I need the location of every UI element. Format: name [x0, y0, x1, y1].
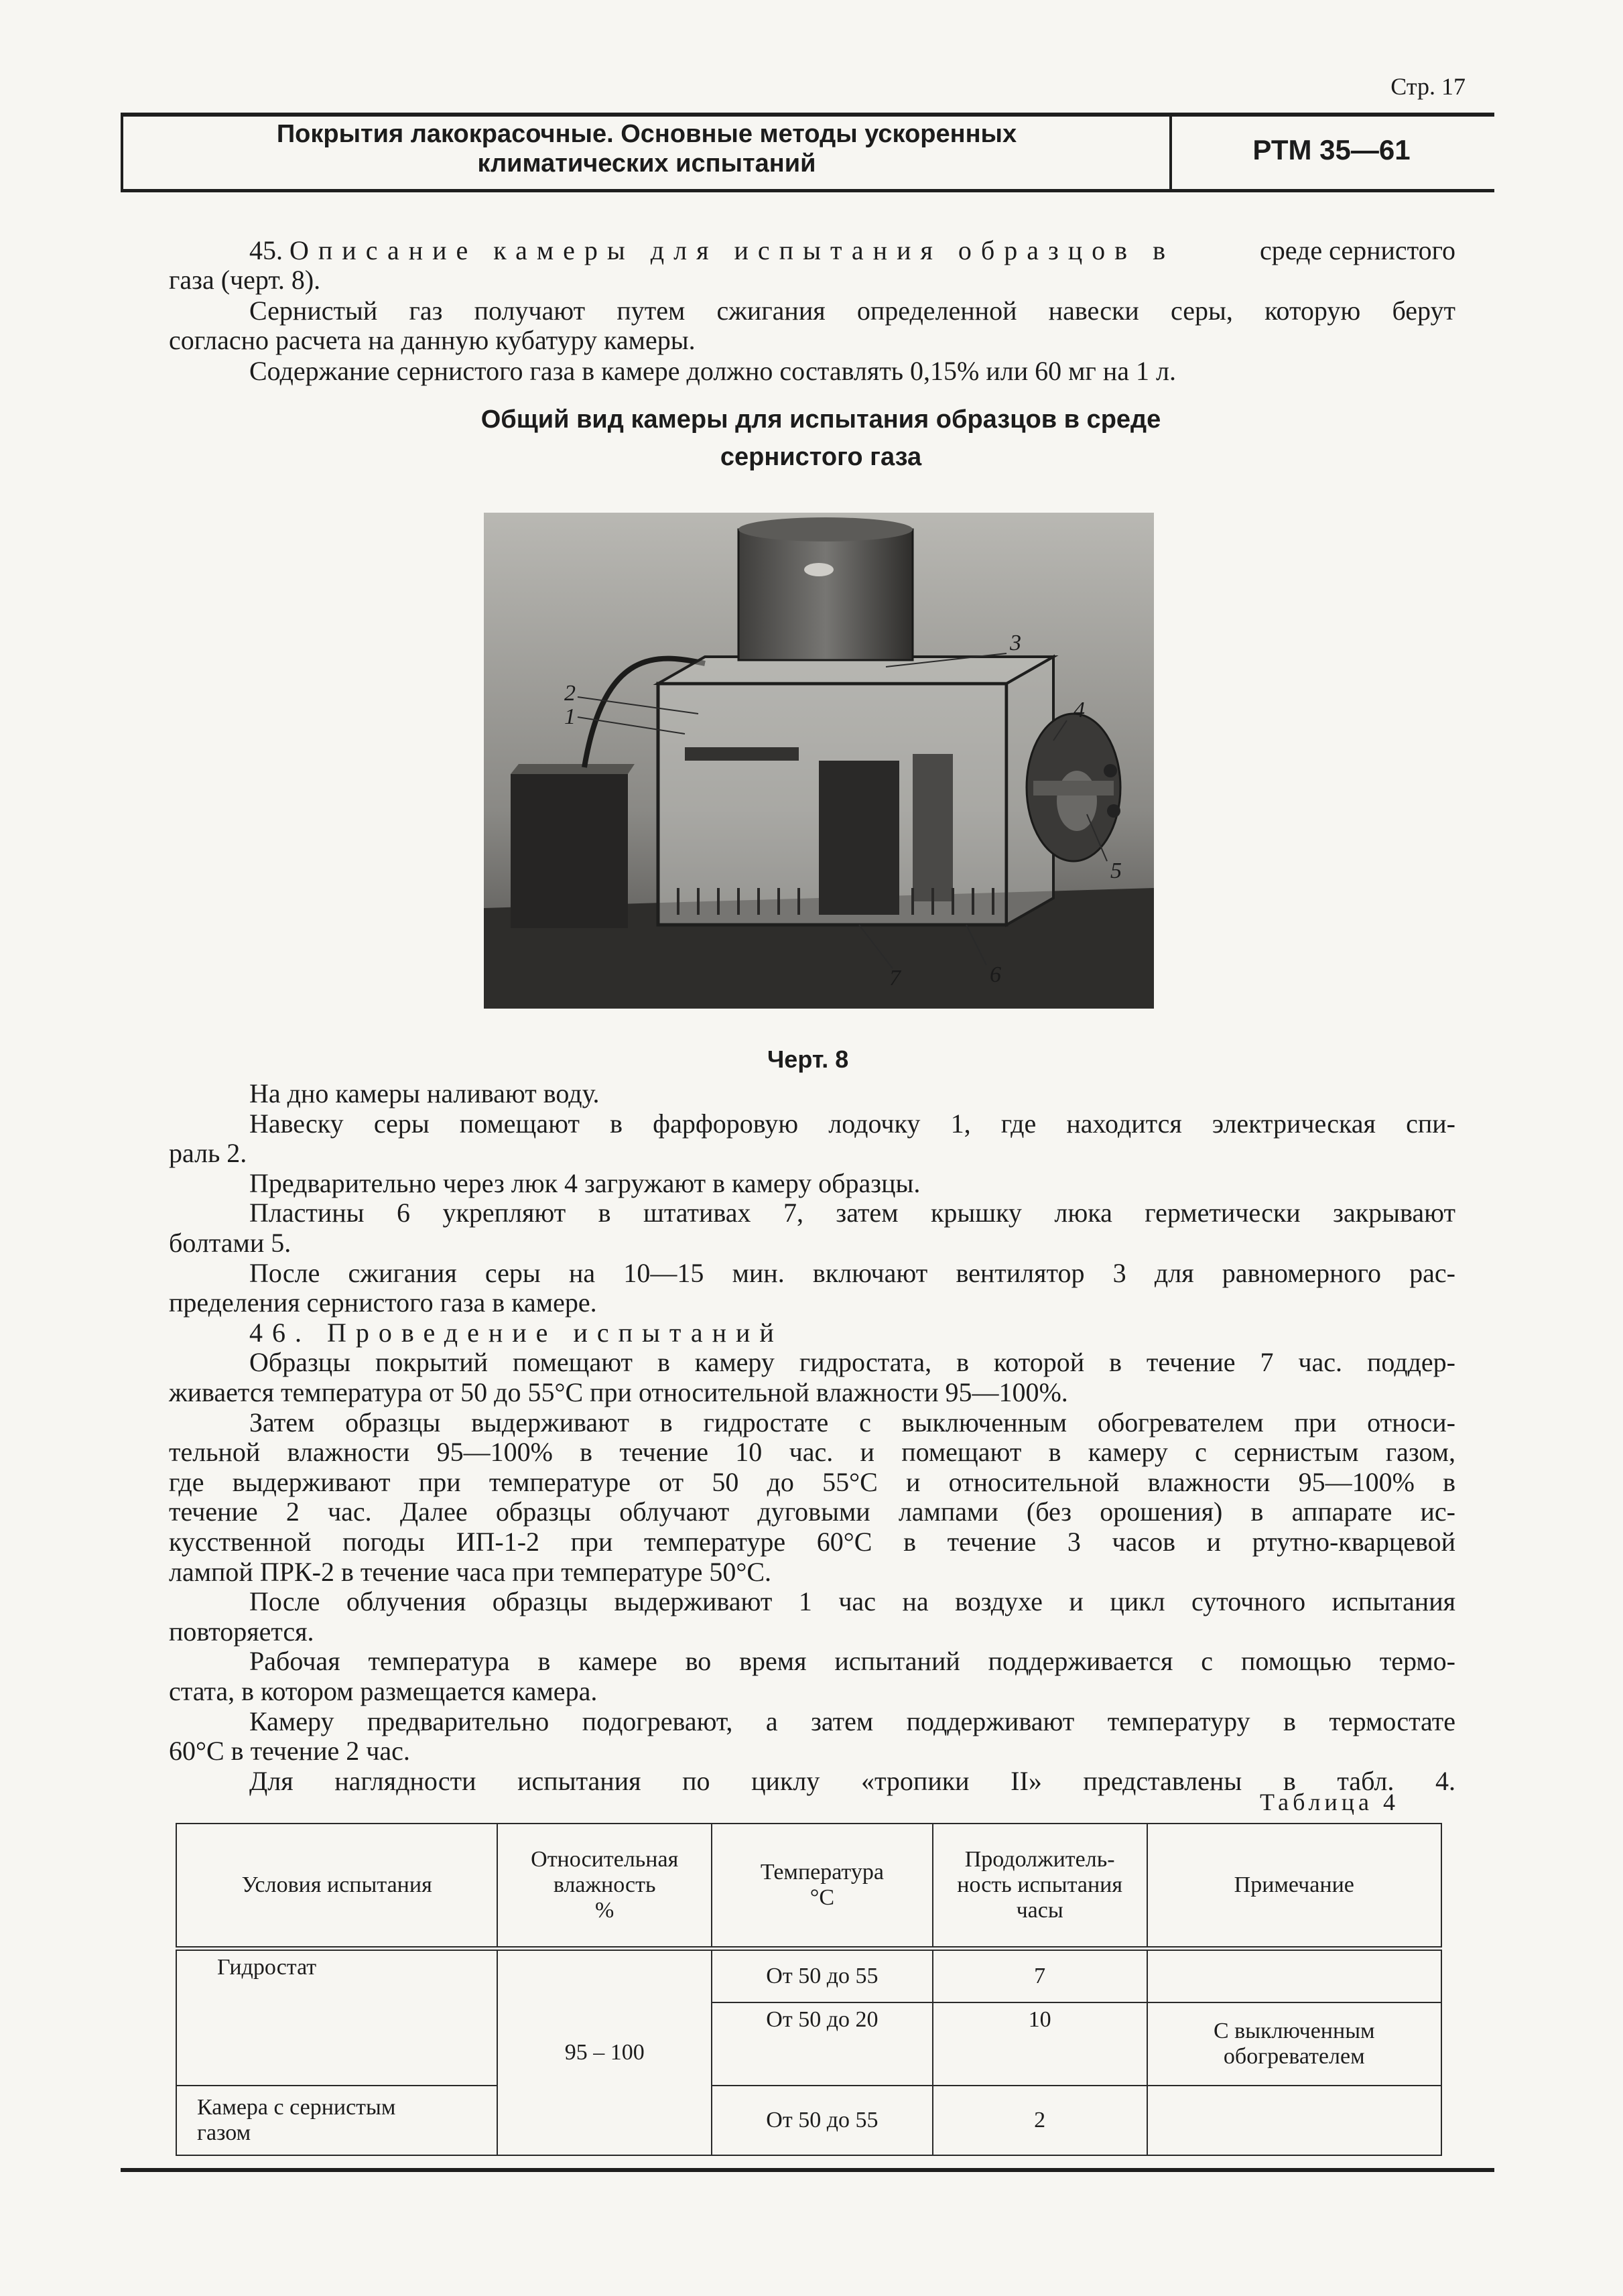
- body-line: Пластины 6 укрепляют в штативах 7, затем крышку люка герметически закрывают: [249, 1198, 1455, 1228]
- body-line: где выдерживают при температуре от 50 до 55°С и относительной влажности 95—100% в: [169, 1467, 1455, 1497]
- body-line: Камеру предварительно подогревают, а затем поддерживают температуру в термостате: [249, 1706, 1455, 1736]
- temp-header-line1: Температура: [760, 1860, 884, 1885]
- body-line: Затем образцы выдерживают в гидростате с выключенным обогревателем при относи-: [249, 1407, 1455, 1438]
- cell-duration: 10: [933, 2002, 1147, 2086]
- cell-condition-hydrostat: Гидростат: [176, 1949, 497, 2086]
- section-45-heading: [249, 236, 1455, 265]
- hatch-lid: [1027, 714, 1120, 861]
- body-line: кусственной погоды ИП-1-2 при температуре 60°С в течение 3 часов и ртутно-кварцевой: [169, 1527, 1455, 1557]
- body-line: После облучения образцы выдерживают 1 час на воздухе и цикл суточного испытания: [249, 1586, 1455, 1616]
- body-line: Образцы покрытий помещают в камеру гидростата, в которой в течение 7 час. поддер-: [249, 1347, 1455, 1377]
- col-header-duration: [933, 1824, 1147, 1949]
- table-header-row: [176, 1824, 1441, 1949]
- col-header-note: Примечание: [1147, 1824, 1441, 1949]
- cell-duration: 2: [933, 2086, 1147, 2155]
- figure-label: Черт. 8: [767, 1045, 849, 1073]
- section-title-rest: среде сернистого: [1259, 235, 1455, 265]
- body-line: течение 2 час. Далее образцы облучают дуговыми лампами (без орошения) в аппарате ис-: [169, 1496, 1455, 1527]
- callout-3: 3: [1010, 631, 1021, 655]
- temp-header-line2: °С: [809, 1885, 835, 1910]
- chamber-photo: [484, 513, 1154, 1009]
- body-line: болтами 5.: [169, 1228, 291, 1258]
- table-row: [176, 2086, 1441, 2155]
- section-title: Описание камеры для испытания образцов в: [289, 235, 1175, 265]
- col-header-temperature: [712, 1824, 933, 1949]
- cell-note: [1147, 1949, 1441, 2003]
- callout-1: 1: [564, 704, 576, 729]
- note-line2: обогревателем: [1223, 2044, 1365, 2069]
- header-divider: [1169, 113, 1172, 192]
- body-line: 60°С в течение 2 час.: [169, 1736, 410, 1766]
- figure-caption: [449, 401, 1193, 476]
- table-row: [176, 1949, 1441, 2003]
- cell-temperature: От 50 до 55: [712, 2086, 933, 2155]
- body-line: стата, в котором размещается камера.: [169, 1676, 598, 1706]
- cell-note: [1147, 2002, 1441, 2086]
- header-left-rule: [121, 113, 123, 192]
- header-top-rule: [121, 113, 1494, 117]
- figure-caption-line1: Общий вид камеры для испытания образцов в среде: [480, 405, 1161, 434]
- note-line1: С выключенным: [1213, 2019, 1375, 2043]
- cell-humidity: 95 – 100: [497, 1949, 712, 2156]
- body-line: живается температура от 50 до 55°С при относительной влажности 95—100%.: [169, 1377, 1068, 1407]
- cell-temperature: От 50 до 20: [712, 2002, 933, 2086]
- body-line: После сжигания серы на 10—15 мин. включают вентилятор 3 для равномерного рас-: [249, 1258, 1455, 1288]
- callout-4: 4: [1074, 698, 1085, 722]
- section-45-para2-line2: согласно расчета на данную кубатуру камеры.: [169, 325, 696, 355]
- figure-caption-line2: сернистого газа: [720, 443, 922, 471]
- cell-condition-gas-chamber: [176, 2086, 497, 2155]
- humidity-header-line2: влажность: [553, 1872, 656, 1897]
- body-line: Предварительно через люк 4 загружают в камеру образцы.: [249, 1168, 921, 1198]
- table-label: Таблица 4: [1260, 1789, 1399, 1815]
- document-title-line1: Покрытия лакокрасочные. Основные методы ускоренных: [276, 120, 1017, 148]
- humidity-header-line3: %: [595, 1898, 614, 1923]
- body-line: 46. Проведение испытаний: [249, 1318, 783, 1348]
- header-bottom-rule: [121, 189, 1494, 192]
- callout-2: 2: [564, 681, 576, 706]
- callout-6: 6: [990, 962, 1001, 987]
- section-number: 45.: [249, 235, 283, 265]
- cell-temperature: От 50 до 55: [712, 1949, 933, 2003]
- side-box: [511, 764, 635, 928]
- cell-duration: 7: [933, 1949, 1147, 2003]
- col-header-conditions: Условия испытания: [176, 1824, 497, 1949]
- section-45-para3: Содержание сернистого газа в камере должно составлять 0,15% или 60 мг на 1 л.: [249, 356, 1176, 386]
- duration-header-line1: Продолжитель-: [964, 1847, 1115, 1872]
- body-line: Навеску серы помещают в фарфоровую лодочку 1, где находится электрическая спи-: [249, 1108, 1455, 1139]
- glass-chamber: [658, 657, 1053, 925]
- humidity-header-line1: Относительная: [531, 1847, 679, 1872]
- fan-housing: [738, 517, 913, 660]
- callout-7: 7: [889, 966, 901, 991]
- body-line: тельной влажности 95—100% в течение 10 час. и помещают в камеру с сернистым газом,: [169, 1437, 1455, 1467]
- body-line: Для наглядности испытания по циклу «тропики II» представлены в табл. 4.: [249, 1766, 1455, 1796]
- body-line: пределения сернистого газа в камере.: [169, 1287, 597, 1318]
- document-code: РТМ 35—61: [1252, 134, 1411, 166]
- condition-line1: Камера с сернистым: [197, 2095, 396, 2120]
- callout-5: 5: [1110, 858, 1122, 883]
- table-4: [176, 1823, 1442, 2156]
- body-line: Рабочая температура в камере во время испытаний поддерживается с помощью термо-: [249, 1646, 1455, 1676]
- condition-line2: газом: [197, 2120, 251, 2145]
- duration-header-line2: ность испытания: [957, 1872, 1122, 1897]
- col-header-humidity: [497, 1824, 712, 1949]
- bottom-rule: [121, 2168, 1494, 2172]
- cell-note: [1147, 2086, 1441, 2155]
- body-line: повторяется.: [169, 1616, 314, 1647]
- document-title: [127, 119, 1166, 178]
- page-number: Стр. 17: [1390, 73, 1466, 100]
- document-title-line2: климатических испытаний: [477, 149, 816, 178]
- duration-header-line3: часы: [1016, 1898, 1063, 1923]
- section-45-line2: газа (черт. 8).: [169, 265, 321, 295]
- body-line: лампой ПРК-2 в течение часа при температуре 50°С.: [169, 1557, 772, 1587]
- section-45-para2-line1: Сернистый газ получают путем сжигания определенной навески серы, которую берут: [249, 296, 1455, 326]
- body-line: На дно камеры наливают воду.: [249, 1078, 600, 1108]
- body-line: раль 2.: [169, 1138, 247, 1168]
